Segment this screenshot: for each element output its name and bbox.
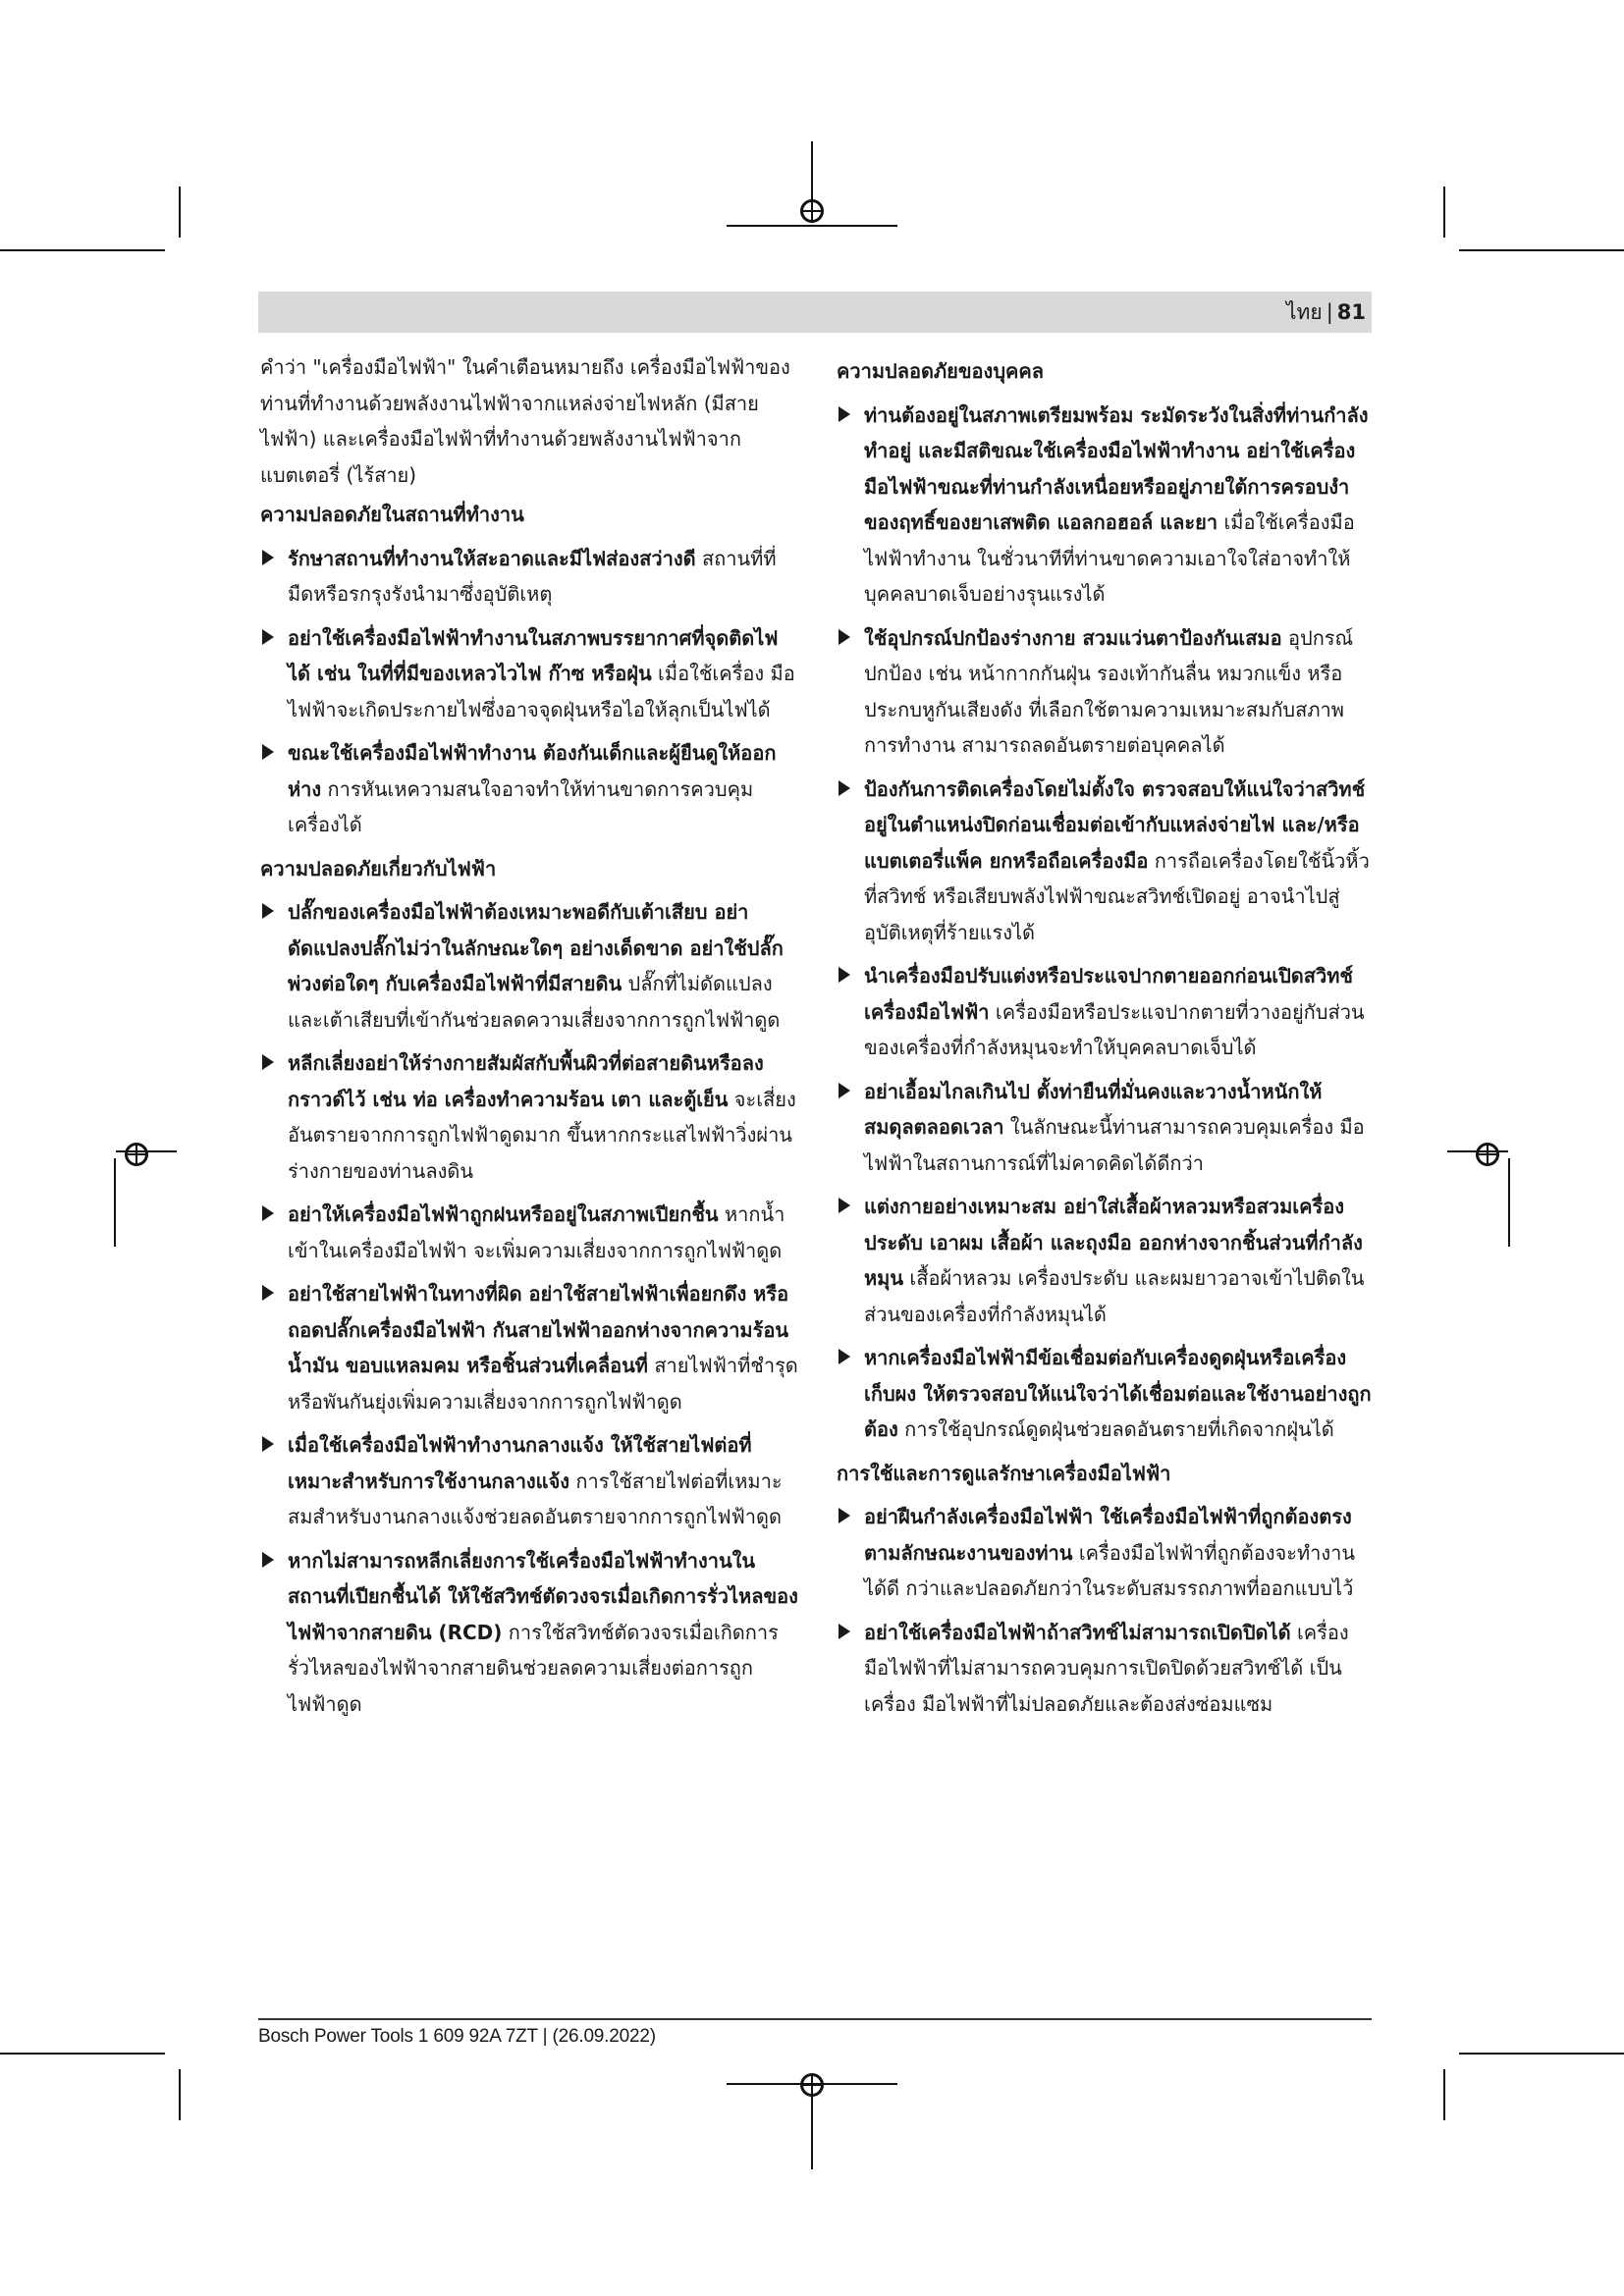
header-separator: | [1326,300,1333,324]
registration-mark-icon [800,199,824,223]
warning-bold-text: ปลั๊กของเครื่องมือไฟฟ้าต้องเหมาะพอดีกับเต้าเสียบ อย่าดัดแปลงปลั๊กไม่ว่าในลักษณะใดๆ อย่างเด็ดขาด อย่าใช้ปลั๊กพ่วงต่อใดๆ กับเครื่องมือไฟฟ้าที่มีสายดิน [288,900,784,995]
warning-bold-text: เมื่อใช้เครื่องมือไฟฟ้าทำงานกลางแจ้ง ให้ใช้สายไฟต่อที่เหมาะสำหรับการใช้งานกลางแจ้ง [288,1433,752,1493]
warning-text: การใช้สายไฟต่อที่เหมาะสมสำหรับงานกลางแจ้งช่วยลดอันตรายจากการถูกไฟฟ้าดูด [288,1468,783,1528]
list-item [260,1197,798,1268]
warning-bold-text: หลีกเลี่ยงอย่าให้ร่างกายสัมผัสกับพื้นผิวที่ต่อสายดินหรือลงกราวด์ไว้ เช่น ท่อ เครื่องทำความร้อน เตา และตู้เย็น [288,1051,764,1111]
list-item [260,894,798,1038]
warning-bold-text: อย่าใช้เครื่องมือไฟฟ้าถ้าสวิทช์ไม่สามารถเปิดปิดได้ [864,1620,1291,1644]
warning-text: การใช้อุปกรณ์ดูดฝุ่นช่วยลดอันตรายที่เกิดจากฝุ่นได้ [904,1417,1334,1441]
bullet-triangle-icon [839,1198,850,1213]
bullet-triangle-icon [839,1508,850,1523]
registration-mark-icon [1476,1143,1499,1166]
warning-bold-text: ท่านต้องอยู่ในสภาพเตรียมพร้อม ระมัดระวังในสิ่งที่ท่านกำลังทำอยู่ และมีสติขณะใช้เครื่องมือไฟฟ้าทำงาน อย่าใช้เครื่องมือไฟฟ้าขณะที่ท่านกำลังเหนื่อยหรืออยู่ภายใต้การครอบงำของฤทธิ์ของยาเสพติด แอลกอฮอล์ และยา [864,402,1369,534]
warning-bold-text: อย่าเอื้อมไกลเกินไป ตั้งท่ายืนที่มั่นคงและวางน้ำหนักให้สมดุลตลอดเวลา [864,1079,1323,1139]
bullet-triangle-icon [839,629,850,645]
list-item [260,541,798,613]
warning-text: ปลั๊กที่ไม่ดัดแปลงและเต้าเสียบที่เข้ากันช่วยลดความเสี่ยงจากการถูกไฟฟ้าดูด [288,972,781,1032]
warning-bold-text: นำเครื่องมือปรับแต่งหรือประแจปากตายออกก่อนเปิดสวิทช์เครื่องมือไฟฟ้า [864,964,1353,1024]
crop-mark [727,225,897,227]
section-heading-tool-use-care: การใช้และการดูแลรักษาเครื่องมือไฟฟ้า [837,1461,1171,1485]
crop-mark [1443,187,1445,238]
warning-text: เครื่องมือไฟฟ้าที่ไม่สามารถควบคุมการเปิดปิดด้วยสวิทช์ได้ เป็นเครื่อง มือไฟฟ้าที่ไม่ปลอดภัยและต้องส่งซ่อมแซม [864,1620,1349,1716]
warning-bold-text: หากไม่สามารถหลีกเลี่ยงการใช้เครื่องมือไฟฟ้าทำงานในสถานที่เปียกชื้นได้ ให้ใช้สวิทช์ตัดวงจรเมื่อเกิดการรั่วไหลของไฟฟ้าจากสายดิน (RCD) [288,1548,798,1644]
bullet-triangle-icon [262,1552,274,1568]
page-number: 81 [1336,300,1366,324]
bullet-triangle-icon [839,1349,850,1364]
bullet-triangle-icon [262,1054,274,1070]
page-header [258,292,1372,333]
page-footer: Bosch Power Tools 1 609 92A 7ZT | (26.09.2022) [258,2026,656,2047]
list-item [837,1340,1372,1448]
warning-text: เมื่อใช้เครื่อง มือไฟฟ้าจะเกิดประกายไฟซึ่งอาจจุดฝุ่นหรือไอให้ลุกเป็นไฟได้ [288,662,795,721]
list-item [837,1615,1372,1723]
bullet-triangle-icon [262,744,274,760]
list-item [260,1427,798,1535]
crop-mark [811,2091,813,2169]
warning-text: การถือเครื่องโดยใช้นิ้วหิ้วที่สวิทช์ หรือเสียบพลังไฟฟ้าขณะสวิทช์เปิดอยู่ อาจนำไปสู่อุบัติเหตุที่ร้ายแรงได้ [864,848,1370,944]
list-item [837,1074,1372,1182]
bullet-triangle-icon [839,406,850,422]
bullet-triangle-icon [262,1436,274,1452]
registration-mark-icon [125,1143,148,1166]
bullet-triangle-icon [262,1285,274,1301]
list-item [260,1543,798,1723]
bullet-triangle-icon [262,550,274,565]
section-heading-personal-safety: ความปลอดภัยของบุคคล [837,359,1045,383]
header-language: ไทย [1285,299,1323,324]
warning-text: จะเสี่ยงอันตรายจากการถูกไฟฟ้าดูดมาก ขึ้นหากกระแสไฟฟ้าวิ่งผ่านร่างกายของท่านลงดิน [288,1087,796,1183]
list-item [260,620,798,728]
warning-bold-text: ใช้อุปกรณ์ปกป้องร่างกาย สวมแว่นตาป้องกันเสมอ [864,625,1282,650]
intro-paragraph: คำว่า "เครื่องมือไฟฟ้า" ในคำเตือนหมายถึง เครื่องมือไฟฟ้าของท่านที่ทำงานด้วยพลังงานไฟฟ้าจากแหล่งจ่ายไฟหลัก (มีสายไฟฟ้า) และเครื่องมือไฟฟ้าที่ทำงานด้วยพลังงานไฟฟ้าจากแบตเตอรี่ (ไร้สาย) [260,355,790,487]
list-item [837,398,1372,613]
bullet-triangle-icon [839,1083,850,1098]
bullet-triangle-icon [262,629,274,645]
list-item [837,772,1372,951]
list-item [260,1276,798,1419]
list-item [837,620,1372,764]
bullet-triangle-icon [839,1624,850,1639]
crop-mark [0,2053,165,2055]
section-heading-electrical: ความปลอดภัยเกี่ยวกับไฟฟ้า [260,856,497,881]
warning-text: เครื่องมือไฟฟ้าที่ถูกต้องจะทำงานได้ดี กว่าและปลอดภัยกว่าในระดับสมรรถภาพที่ออกแบบไว้ [864,1540,1356,1600]
list-item [260,735,798,843]
warning-text: เสื้อผ้าหลวม เครื่องประดับ และผมยาวอาจเข้าไปติดในส่วนของเครื่องที่กำลังหมุนได้ [864,1266,1365,1326]
crop-mark [1443,2069,1445,2120]
warning-text: สถานที่ที่มืดหรือรกรุงรังนำมาซึ่งอุบัติเหตุ [288,546,777,606]
crop-mark [1508,1158,1510,1247]
warning-bold-text: รักษาสถานที่ทำงานให้สะอาดและมีไฟส่องสว่างดี [288,546,696,570]
list-item [837,1499,1372,1607]
list-item [837,1189,1372,1332]
section-heading-work-area: ความปลอดภัยในสถานที่ทำงาน [260,503,524,526]
bullet-triangle-icon [839,967,850,983]
warning-bold-text: หากเครื่องมือไฟฟ้ามีข้อเชื่อมต่อกับเครื่องดูดฝุ่นหรือเครื่องเก็บผง ให้ตรวจสอบให้แน่ใจว่าได้เชื่อมต่อและใช้งานอย่างถูกต้อง [864,1346,1372,1441]
bullet-triangle-icon [262,903,274,919]
footer-rule [258,2018,1372,2020]
list-item [260,1045,798,1189]
warning-text: เครื่องมือหรือประแจปากตายที่วางอยู่กับส่วนของเครื่องที่กำลังหมุนจะทำให้บุคคลบาดเจ็บได้ [864,999,1365,1059]
warning-text: เมื่อใช้เครื่องมือไฟฟ้าทำงาน ในชั่วนาทีที่ท่านขาดความเอาใจใส่อาจทำให้บุคคลบาดเจ็บอย่างรุนแรงได้ [864,510,1355,606]
bullet-triangle-icon [839,780,850,796]
warning-text: การหันเหความสนใจอาจทำให้ท่านขาดการควบคุมเครื่องได้ [288,776,754,836]
list-item [837,958,1372,1066]
warning-bold-text: อย่าใช้สายไฟฟ้าในทางที่ผิด อย่าใช้สายไฟฟ้าเพื่อยกดึง หรือถอดปลั๊กเครื่องมือไฟฟ้า กันสายไฟฟ้าออกห่างจากความร้อน น้ำมัน ขอบแหลมคม หรือชิ้นส่วนที่เคลื่อนที่ [288,1282,789,1377]
registration-mark-icon [800,2073,824,2097]
left-column [260,349,798,1730]
warning-text: การใช้สวิทช์ตัดวงจรเมื่อเกิดการรั่วไหลของไฟฟ้าจากสายดินช่วยลดความเสี่ยงต่อการถูกไฟฟ้าดูด [288,1620,779,1716]
warning-bold-text: อย่าใช้เครื่องมือไฟฟ้าทำงานในสภาพบรรยากาศที่จุดติดไฟได้ เช่น ในที่ที่มีของเหลวไวไฟ ก๊าซ หรือฝุ่น [288,625,779,685]
warning-bold-text: ป้องกันการติดเครื่องโดยไม่ตั้งใจ ตรวจสอบให้แน่ใจว่าสวิทช์อยู่ในตำแหน่งปิดก่อนเชื่อมต่อเข้ากับแหล่งจ่ายไฟ และ/หรือแบตเตอรี่แพ็ค ยกหรือถือเครื่องมือ [864,776,1366,873]
warning-text: อุปกรณ์ปกป้อง เช่น หน้ากากกันฝุ่น รองเท้ากันลื่น หมวกแข็ง หรือประกบหูกันเสียงดัง ที่เลือกใช้ตามความเหมาะสมกับสภาพการทำงาน สามารถลดอันตรายต่อบุคคลได้ [864,625,1354,757]
crop-mark [0,249,165,251]
warning-bold-text: อย่าฝืนกำลังเครื่องมือไฟฟ้า ใช้เครื่องมือไฟฟ้าที่ถูกต้องตรงตามลักษณะงานของท่าน [864,1505,1352,1565]
crop-mark [1459,2053,1624,2055]
warning-bold-text: อย่าให้เครื่องมือไฟฟ้าถูกฝนหรืออยู่ในสภาพเปียกชื้น [288,1202,719,1226]
warning-bold-text: ขณะใช้เครื่องมือไฟฟ้าทำงาน ต้องกันเด็กและผู้ยืนดูให้ออกห่าง [288,741,777,801]
warning-text: สายไฟฟ้าที่ชำรุดหรือพันกันยุ่งเพิ่มความเสี่ยงจากการถูกไฟฟ้าดูด [288,1354,798,1414]
right-column [837,349,1372,1730]
crop-mark [179,187,181,238]
crop-mark [1459,249,1624,251]
crop-mark [114,1158,116,1247]
bullet-triangle-icon [262,1205,274,1221]
warning-text: ในลักษณะนี้ท่านสามารถควบคุมเครื่อง มือไฟฟ้าในสถานการณ์ที่ไม่คาดคิดได้ดีกว่า [864,1115,1365,1175]
crop-mark [179,2069,181,2120]
warning-text: หากน้ำเข้าในเครื่องมือไฟฟ้า จะเพิ่มความเสี่ยงจากการถูกไฟฟ้าดูด [288,1202,785,1262]
warning-bold-text: แต่งกายอย่างเหมาะสม อย่าใส่เสื้อผ้าหลวมหรือสวมเครื่องประดับ เอาผม เสื้อผ้า และถุงมือ ออกห่างจากชิ้นส่วนที่กำลังหมุน [864,1195,1363,1290]
